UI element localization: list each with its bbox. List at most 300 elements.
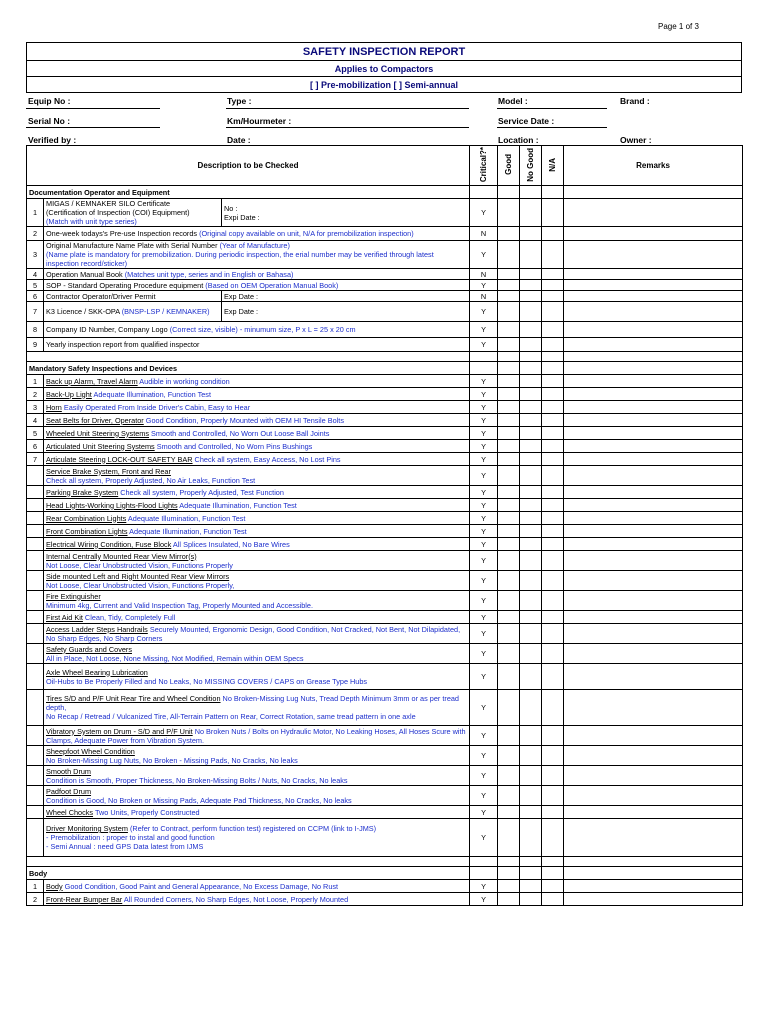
item-description: Operation Manual Book: [46, 269, 125, 279]
good-cell[interactable]: [498, 427, 520, 440]
no-good-cell[interactable]: [520, 427, 542, 440]
remarks-cell[interactable]: [564, 291, 743, 302]
item-description: Driver Monitoring System: [46, 824, 128, 833]
remarks-cell[interactable]: [564, 302, 743, 322]
na-cell[interactable]: [542, 786, 564, 806]
good-cell[interactable]: [498, 611, 520, 624]
remarks-cell[interactable]: [564, 486, 743, 499]
no-good-cell[interactable]: [520, 453, 542, 466]
item-description: Back up Alarm, Travel Alarm: [46, 376, 138, 386]
table-row: [27, 746, 743, 766]
remarks-cell[interactable]: [564, 551, 743, 571]
body-rows: [27, 880, 743, 906]
remarks-cell[interactable]: [564, 538, 743, 551]
item-description: First Aid Kit: [46, 612, 83, 622]
item-criteria: Not Loose, Clear Unobstructed Vision, Functions Properly,: [46, 580, 235, 590]
item-criteria: Smooth and Controlled, No Worn Pins Bushings: [154, 441, 313, 451]
no-good-cell[interactable]: [520, 269, 542, 280]
km-hourmeter-label: Km/Hourmeter :: [227, 116, 292, 126]
item-description: Contractor Operator/Driver Permit: [46, 291, 156, 301]
item-number: 7: [32, 454, 38, 464]
na-cell[interactable]: [542, 199, 564, 227]
item-description: Body: [46, 881, 63, 891]
report-header: [26, 42, 742, 93]
no-good-cell[interactable]: [520, 291, 542, 302]
item-criteria: (BNSP-LSP / KEMNAKER): [121, 307, 210, 316]
good-cell[interactable]: [498, 486, 520, 499]
table-row: [27, 611, 743, 624]
good-cell[interactable]: [498, 644, 520, 664]
table-row: [27, 880, 743, 893]
na-cell[interactable]: [542, 806, 564, 819]
no-good-cell[interactable]: [520, 227, 542, 241]
no-good-cell[interactable]: [520, 806, 542, 819]
item-criteria: All in Place, Not Loose, None Missing, Not Modified, Remain within OEM Specs: [46, 653, 304, 663]
no-good-cell[interactable]: [520, 819, 542, 857]
critical-flag: Y: [481, 487, 486, 497]
item-criteria: All Splices Insulated, No Bare Wires: [171, 539, 290, 549]
na-cell[interactable]: [542, 388, 564, 401]
item-number: 1: [32, 376, 38, 386]
critical-flag: Y: [481, 513, 486, 523]
good-cell[interactable]: [498, 893, 520, 906]
item-criteria: Not Loose, Clear Unobstructed Vision, Functions Properly: [46, 560, 233, 570]
critical-flag: Y: [481, 596, 486, 605]
na-cell[interactable]: [542, 466, 564, 486]
item-description: Parking Brake System: [46, 487, 119, 497]
item-number: 2: [32, 389, 38, 399]
item-description: Original Manufacture Name Plate with Serial Number: [46, 241, 220, 250]
good-cell[interactable]: [498, 525, 520, 538]
table-row: [27, 664, 743, 690]
expiry-date-label: Expi Date :: [224, 212, 260, 222]
no-good-cell[interactable]: [520, 440, 542, 453]
na-cell[interactable]: [542, 551, 564, 571]
item-criteria: - Premobilization : proper to instal and good function: [46, 833, 215, 842]
item-description: Side mounted Left and Right Mounted Rear View Mirrors: [46, 571, 230, 581]
good-cell[interactable]: [498, 453, 520, 466]
good-cell[interactable]: [498, 551, 520, 571]
na-cell[interactable]: [542, 486, 564, 499]
good-cell[interactable]: [498, 746, 520, 766]
item-criteria: Easily Operated From Inside Driver's Cabin, Easy to Hear: [61, 402, 251, 412]
good-cell[interactable]: [498, 280, 520, 291]
item-description: Front Combination Lights: [46, 526, 128, 536]
na-cell[interactable]: [542, 880, 564, 893]
table-row: [27, 280, 743, 291]
no-good-cell[interactable]: [520, 388, 542, 401]
na-cell[interactable]: [542, 453, 564, 466]
mandatory-rows: [27, 375, 743, 857]
item-criteria: No Recap / Retread / Vulcanized Tire, All-Terrain Pattern on Rear, Correct Rotation, same tread pattern in one axle: [46, 712, 416, 721]
item-criteria: Securely Mounted, Ergonomic Design, Good Condition, Not Cracked, Not Bent, Not Dilapidated, No Sharp Edges, No Sharp Corners: [46, 624, 461, 643]
no-good-cell[interactable]: [520, 766, 542, 786]
good-cell[interactable]: [498, 880, 520, 893]
item-description: Head Lights-Working Lights-Flood Lights: [46, 500, 178, 510]
na-cell[interactable]: [542, 644, 564, 664]
na-cell[interactable]: [542, 525, 564, 538]
good-cell[interactable]: [498, 241, 520, 269]
section-mandatory: Mandatory Safety Inspections and Devices: [27, 362, 470, 375]
critical-flag: Y: [481, 280, 486, 290]
na-cell[interactable]: [542, 571, 564, 591]
good-cell[interactable]: [498, 388, 520, 401]
good-cell[interactable]: [498, 786, 520, 806]
date-label: Date :: [227, 135, 251, 145]
good-cell[interactable]: [498, 227, 520, 241]
no-good-cell[interactable]: [520, 880, 542, 893]
remarks-cell[interactable]: [564, 664, 743, 690]
no-good-cell[interactable]: [520, 414, 542, 427]
remarks-cell[interactable]: [564, 241, 743, 269]
table-row: [27, 440, 743, 453]
verified-by-label: Verified by :: [28, 135, 77, 145]
na-cell[interactable]: [542, 664, 564, 690]
remarks-cell[interactable]: [564, 227, 743, 241]
na-cell[interactable]: [542, 440, 564, 453]
good-cell[interactable]: [498, 538, 520, 551]
remarks-cell[interactable]: [564, 571, 743, 591]
no-good-cell[interactable]: [520, 401, 542, 414]
table-row: [27, 338, 743, 352]
item-number: 6: [32, 441, 38, 451]
good-cell[interactable]: [498, 512, 520, 525]
serial-no-line[interactable]: [26, 127, 160, 128]
na-cell[interactable]: [542, 269, 564, 280]
no-good-cell[interactable]: [520, 280, 542, 291]
equip-no-line[interactable]: [26, 108, 160, 109]
na-cell[interactable]: [542, 611, 564, 624]
critical-flag: Y: [481, 428, 486, 438]
critical-flag: Y: [481, 402, 486, 412]
good-cell[interactable]: [498, 401, 520, 414]
na-cell[interactable]: [542, 227, 564, 241]
item-number: 2: [32, 229, 38, 238]
na-cell[interactable]: [542, 746, 564, 766]
table-row: [27, 624, 743, 644]
item-number: 1: [32, 208, 38, 217]
good-cell[interactable]: [498, 624, 520, 644]
good-cell[interactable]: [498, 819, 520, 857]
na-cell[interactable]: [542, 414, 564, 427]
remarks-cell[interactable]: [564, 690, 743, 726]
no-good-cell[interactable]: [520, 241, 542, 269]
remarks-cell[interactable]: [564, 591, 743, 611]
item-description: Sheepfoot Wheel Condition: [46, 746, 135, 756]
no-good-cell[interactable]: [520, 302, 542, 322]
no-good-cell[interactable]: [520, 644, 542, 664]
item-description: One-week todays's Pre-use Inspection records: [46, 229, 200, 238]
item-criteria: No Broken-Missing Lug Nuts, Tread Depth Minimum 3mm or as per tread depth,: [46, 694, 459, 712]
no-good-cell[interactable]: [520, 746, 542, 766]
good-cell[interactable]: [498, 338, 520, 352]
good-cell[interactable]: [498, 466, 520, 486]
critical-flag: Y: [481, 208, 486, 217]
good-cell[interactable]: [498, 302, 520, 322]
remarks-cell[interactable]: [564, 766, 743, 786]
item-description: Rear Combination Lights: [46, 513, 127, 523]
no-good-header: No Good: [526, 147, 536, 182]
expiry-date-label: Exp Date :: [224, 307, 259, 316]
critical-flag: Y: [481, 807, 486, 817]
remarks-cell[interactable]: [564, 786, 743, 806]
critical-flag: Y: [481, 389, 486, 399]
expiry-date-label: Exp Date :: [224, 291, 259, 301]
location-label: Location :: [498, 135, 539, 145]
remarks-cell[interactable]: [564, 806, 743, 819]
no-good-cell[interactable]: [520, 624, 542, 644]
item-description: Wheeled Unit Steering Systems: [46, 428, 150, 438]
item-criteria: Check all system, Properly Adjusted, No Air Leaks, Function Test: [46, 475, 256, 485]
table-row: [27, 227, 743, 241]
remarks-cell[interactable]: [564, 414, 743, 427]
critical-flag: Y: [481, 612, 486, 622]
item-criteria: Adequate Illumination, Function Test: [177, 500, 297, 510]
good-cell[interactable]: [498, 806, 520, 819]
na-cell[interactable]: [542, 624, 564, 644]
item-criteria: (Name plate is mandatory for premobilization. During periodic inspection, the erial number may be verified through latest inspection record/sticker): [46, 250, 434, 268]
good-cell[interactable]: [498, 414, 520, 427]
na-cell[interactable]: [542, 427, 564, 440]
critical-flag: Y: [481, 771, 486, 780]
no-good-cell[interactable]: [520, 512, 542, 525]
na-cell[interactable]: [542, 499, 564, 512]
remarks-cell[interactable]: [564, 512, 743, 525]
na-cell[interactable]: [542, 591, 564, 611]
item-criteria: Check all system, Easy Access, No Lost Pins: [192, 454, 341, 464]
remarks-cell[interactable]: [564, 427, 743, 440]
remarks-cell[interactable]: [564, 611, 743, 624]
item-description: (Certification of Inspection (COI) Equipment): [46, 208, 190, 217]
good-cell[interactable]: [498, 440, 520, 453]
item-criteria: Condition is Good, No Broken or Missing Pads, Adequate Pad Thickness, No Cracks, No leaks: [46, 795, 352, 805]
na-cell[interactable]: [542, 766, 564, 786]
table-row: [27, 291, 743, 302]
remarks-cell[interactable]: [564, 644, 743, 664]
no-good-cell[interactable]: [520, 322, 542, 338]
good-cell[interactable]: [498, 726, 520, 746]
item-description: Vibratory System on Drum - S/D and P/F Unit: [46, 726, 193, 736]
good-header: Good: [504, 154, 514, 175]
critical-flag: Y: [481, 325, 486, 334]
cert-no-label: No :: [224, 203, 238, 213]
remarks-cell[interactable]: [564, 401, 743, 414]
na-cell[interactable]: [542, 338, 564, 352]
remarks-cell[interactable]: [564, 726, 743, 746]
service-date-line[interactable]: [497, 127, 607, 128]
section-documentation: Documentation Operator and Equipment: [27, 186, 470, 199]
good-cell[interactable]: [498, 499, 520, 512]
no-good-cell[interactable]: [520, 338, 542, 352]
na-cell[interactable]: [542, 690, 564, 726]
critical-flag: Y: [481, 526, 486, 536]
good-cell[interactable]: [498, 269, 520, 280]
na-cell[interactable]: [542, 819, 564, 857]
item-criteria: (Match with unit type series): [46, 217, 137, 226]
item-description: Articulate Steering LOCK-OUT SAFETY BAR: [46, 454, 193, 464]
no-good-cell[interactable]: [520, 466, 542, 486]
no-good-cell[interactable]: [520, 611, 542, 624]
table-row: [27, 466, 743, 486]
no-good-cell[interactable]: [520, 690, 542, 726]
item-criteria: - Semi Annual : need GPS Data latest from IJMS: [46, 842, 204, 851]
item-description: K3 Licence / SKK-OPA: [46, 307, 122, 316]
remarks-cell[interactable]: [564, 199, 743, 227]
item-criteria: (Correct size, visible) - minumum size, P x L = 25 x 20 cm: [169, 325, 356, 334]
table-row: [27, 571, 743, 591]
inspection-type: [ ] Pre-mobilization [ ] Semi-annual: [26, 77, 742, 93]
remarks-cell[interactable]: [564, 280, 743, 291]
good-cell[interactable]: [498, 291, 520, 302]
table-row: [27, 302, 743, 322]
item-description: Articulated Unit Steering Systems: [46, 441, 155, 451]
table-row: [27, 427, 743, 440]
remarks-cell[interactable]: [564, 624, 743, 644]
remarks-cell[interactable]: [564, 746, 743, 766]
item-description: Yearly inspection report from qualified inspector: [46, 340, 200, 349]
item-number: 3: [32, 402, 38, 412]
critical-flag: Y: [481, 500, 486, 510]
na-cell[interactable]: [542, 280, 564, 291]
na-cell[interactable]: [542, 512, 564, 525]
serial-no-label: Serial No :: [28, 116, 71, 126]
critical-flag: Y: [481, 454, 486, 464]
no-good-cell[interactable]: [520, 664, 542, 690]
remarks-cell[interactable]: [564, 388, 743, 401]
critical-flag: Y: [481, 672, 486, 681]
item-description: Smooth Drum: [46, 766, 92, 776]
no-good-cell[interactable]: [520, 538, 542, 551]
no-good-cell[interactable]: [520, 571, 542, 591]
item-criteria: All Rounded Corners, No Sharp Edges, Not Loose, Properly Mounted: [122, 894, 349, 904]
critical-flag: Y: [481, 415, 486, 425]
item-criteria: Two Units, Properly Constructed: [93, 807, 200, 817]
no-good-cell[interactable]: [520, 591, 542, 611]
item-criteria: Smooth and Controlled, No Worn Out Loose Ball Joints: [149, 428, 330, 438]
remarks-cell[interactable]: [564, 819, 743, 857]
na-cell[interactable]: [542, 726, 564, 746]
good-cell[interactable]: [498, 199, 520, 227]
table-row: [27, 199, 743, 227]
remarks-cell[interactable]: [564, 338, 743, 352]
page-number: Page 1 of 3: [658, 22, 699, 31]
report-subtitle: Applies to Compactors: [26, 61, 742, 77]
brand-label: Brand :: [620, 96, 650, 106]
good-cell[interactable]: [498, 322, 520, 338]
no-good-cell[interactable]: [520, 551, 542, 571]
item-number: 1: [32, 881, 38, 891]
table-row: [27, 538, 743, 551]
good-cell[interactable]: [498, 690, 520, 726]
na-cell[interactable]: [542, 241, 564, 269]
critical-flag: Y: [481, 576, 486, 585]
equipment-info: [26, 90, 742, 146]
item-description: MIGAS / KEMNAKER SILO Certificate: [46, 199, 171, 208]
na-cell[interactable]: [542, 291, 564, 302]
na-cell[interactable]: [542, 538, 564, 551]
critical-flag: Y: [481, 539, 486, 549]
table-row: [27, 806, 743, 819]
item-criteria: Oil-Hubs to Be Properly Filled and No Leaks, No MISSING COVERS / CAPS on Grease Type Hubs: [46, 676, 368, 686]
item-description: Horn: [46, 402, 62, 412]
item-number: 2: [32, 894, 38, 904]
good-cell[interactable]: [498, 375, 520, 388]
item-criteria: Check all system, Properly Adjusted, Test Function: [118, 487, 284, 497]
critical-flag: Y: [481, 340, 486, 349]
remarks-cell[interactable]: [564, 440, 743, 453]
good-cell[interactable]: [498, 766, 520, 786]
na-cell[interactable]: [542, 401, 564, 414]
remarks-cell[interactable]: [564, 322, 743, 338]
no-good-cell[interactable]: [520, 199, 542, 227]
owner-label: Owner :: [620, 135, 652, 145]
good-cell[interactable]: [498, 591, 520, 611]
critical-flag: Y: [481, 307, 486, 316]
critical-flag: Y: [481, 894, 486, 904]
na-cell[interactable]: [542, 302, 564, 322]
column-header-row: [27, 146, 743, 186]
no-good-cell[interactable]: [520, 375, 542, 388]
remarks-cell[interactable]: [564, 466, 743, 486]
item-number: 4: [32, 269, 38, 279]
km-hourmeter-line[interactable]: [226, 127, 469, 128]
item-number: 5: [32, 280, 38, 290]
item-description: Service Brake System, Front and Rear: [46, 466, 171, 476]
critical-flag: Y: [481, 376, 486, 386]
no-good-cell[interactable]: [520, 499, 542, 512]
no-good-cell[interactable]: [520, 893, 542, 906]
table-row: [27, 401, 743, 414]
table-row: [27, 241, 743, 269]
remarks-cell[interactable]: [564, 269, 743, 280]
good-cell[interactable]: [498, 664, 520, 690]
critical-flag: Y: [481, 441, 486, 451]
model-line[interactable]: [497, 108, 607, 109]
equip-no-label: Equip No :: [28, 96, 71, 106]
item-number: 4: [32, 415, 38, 425]
model-label: Model :: [498, 96, 528, 106]
no-good-cell[interactable]: [520, 525, 542, 538]
type-line[interactable]: [226, 108, 469, 109]
na-cell[interactable]: [542, 893, 564, 906]
item-description: Safety Guards and Covers: [46, 644, 132, 654]
remarks-cell[interactable]: [564, 525, 743, 538]
no-good-cell[interactable]: [520, 726, 542, 746]
na-cell[interactable]: [542, 375, 564, 388]
remarks-cell[interactable]: [564, 880, 743, 893]
remarks-cell[interactable]: [564, 893, 743, 906]
item-description: Company ID Number, Company Logo: [46, 325, 170, 334]
table-row: [27, 322, 743, 338]
remarks-cell[interactable]: [564, 499, 743, 512]
remarks-cell[interactable]: [564, 375, 743, 388]
na-cell[interactable]: [542, 322, 564, 338]
no-good-cell[interactable]: [520, 786, 542, 806]
item-description: Internal Centrally Mounted Rear View Mirror(s): [46, 551, 197, 561]
no-good-cell[interactable]: [520, 486, 542, 499]
item-description: Padfoot Drum: [46, 786, 92, 796]
item-criteria: (Original copy available on unit, N/A for premobilization inspection): [199, 229, 414, 238]
good-cell[interactable]: [498, 571, 520, 591]
section-body: Body: [27, 867, 470, 880]
item-number: 9: [32, 340, 38, 349]
documentation-rows: [27, 199, 743, 352]
remarks-cell[interactable]: [564, 453, 743, 466]
item-description: Front-Rear Bumper Bar: [46, 894, 123, 904]
item-description: Seat Belts for Driver, Operator: [46, 415, 144, 425]
item-criteria: Adequate Illumination, Function Test: [91, 389, 211, 399]
critical-flag: Y: [481, 629, 486, 638]
